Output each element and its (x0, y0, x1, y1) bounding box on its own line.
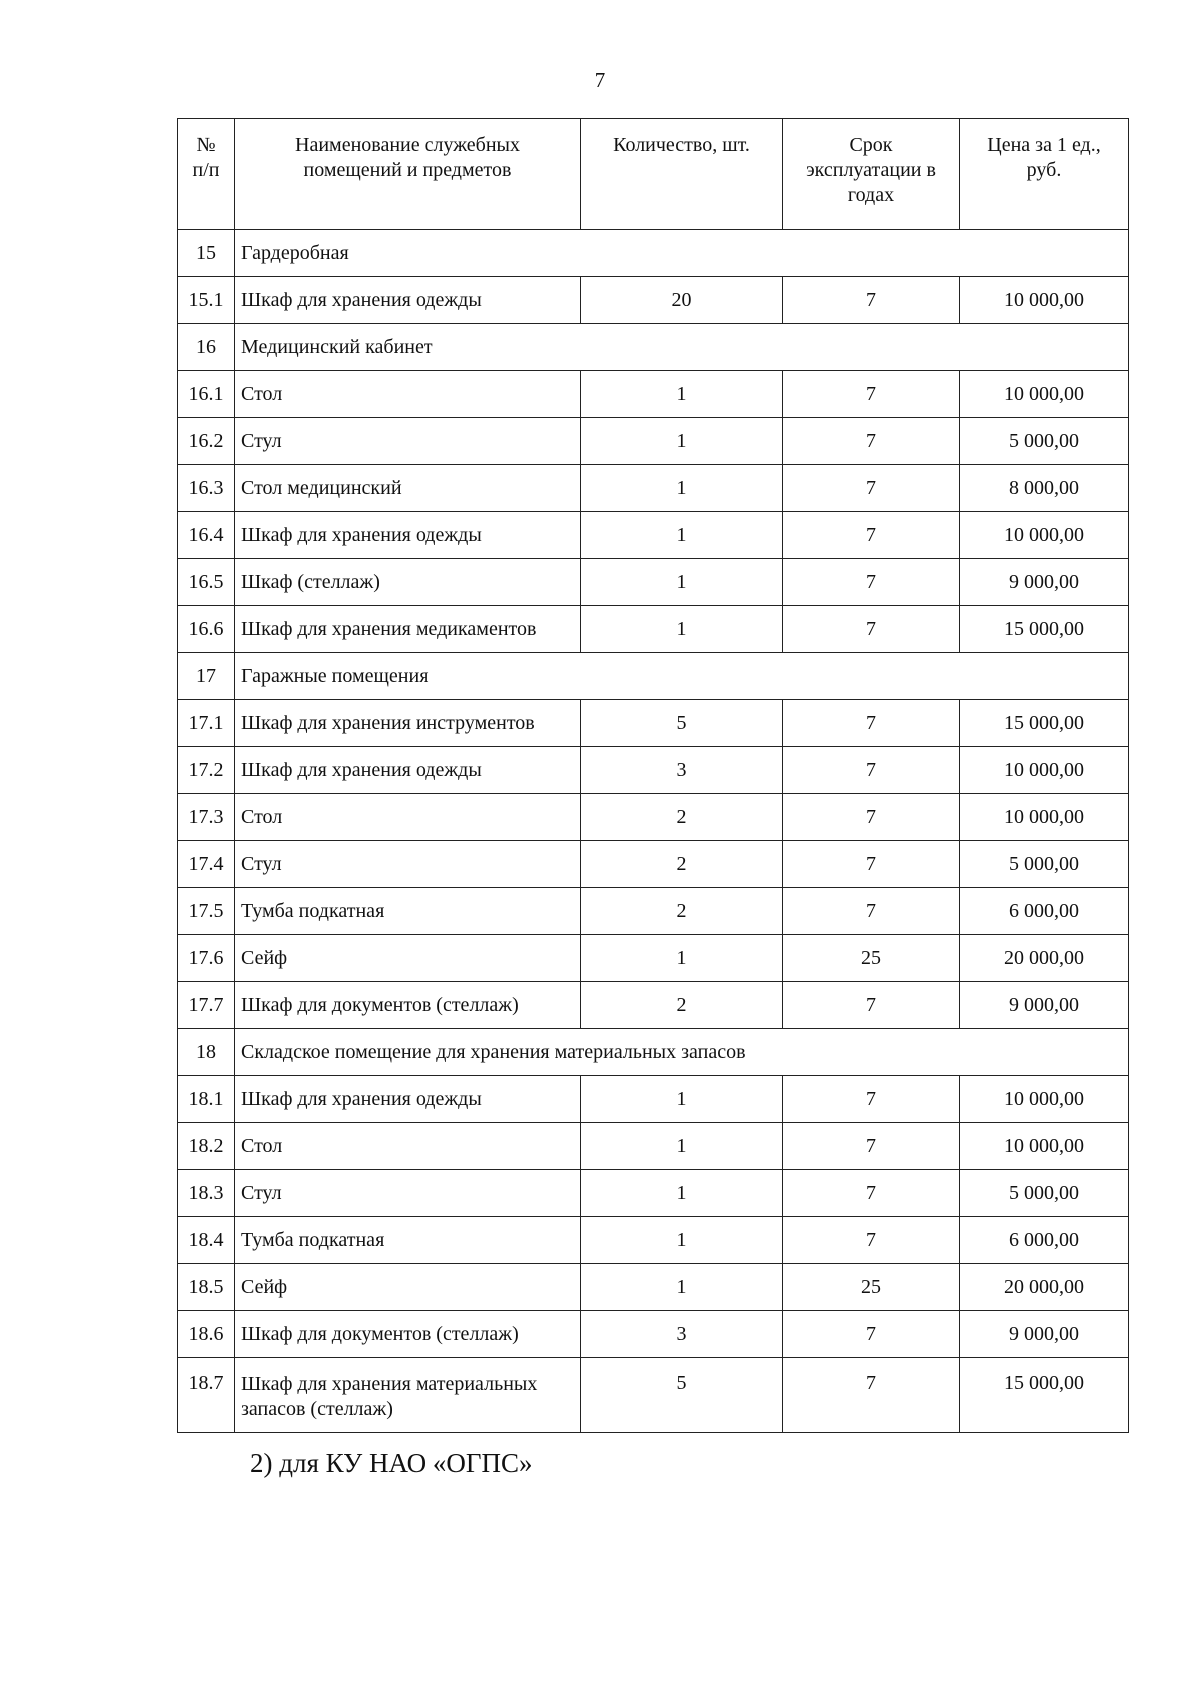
item-name: Шкаф для хранения одежды (235, 277, 581, 324)
item-quantity: 3 (581, 1311, 783, 1358)
item-number: 18.1 (178, 1076, 235, 1123)
item-name: Шкаф (стеллаж) (235, 559, 581, 606)
item-service-life: 25 (783, 1264, 960, 1311)
item-name: Шкаф для хранения одежды (235, 512, 581, 559)
item-service-life: 7 (783, 1076, 960, 1123)
item-quantity: 1 (581, 1217, 783, 1264)
section-number: 18 (178, 1029, 235, 1076)
item-price: 9 000,00 (960, 982, 1129, 1029)
header-price-line: Цена за 1 ед., (987, 134, 1101, 156)
section-number: 16 (178, 324, 235, 371)
table-row (178, 559, 1129, 606)
table-row (178, 794, 1129, 841)
item-name: Стул (235, 841, 581, 888)
item-number: 18.5 (178, 1264, 235, 1311)
item-service-life: 7 (783, 747, 960, 794)
item-number: 16.5 (178, 559, 235, 606)
item-quantity: 2 (581, 888, 783, 935)
item-service-life: 7 (783, 982, 960, 1029)
item-price: 10 000,00 (960, 1123, 1129, 1170)
item-name: Стол медицинский (235, 465, 581, 512)
header-num-line: п/п (192, 159, 220, 181)
item-service-life: 7 (783, 277, 960, 324)
table-row (178, 1123, 1129, 1170)
section-number: 15 (178, 230, 235, 277)
item-price: 10 000,00 (960, 1076, 1129, 1123)
item-price: 9 000,00 (960, 1311, 1129, 1358)
item-name: Шкаф для хранения одежды (235, 1076, 581, 1123)
item-quantity: 5 (581, 1358, 783, 1433)
section-title: Складское помещение для хранения материальных запасов (235, 1029, 1129, 1076)
item-price: 20 000,00 (960, 935, 1129, 982)
header-qty-line: Количество, шт. (613, 134, 750, 156)
item-name: Стол (235, 1123, 581, 1170)
section-number: 17 (178, 653, 235, 700)
item-price: 15 000,00 (960, 1358, 1129, 1433)
header-num-line: № (196, 134, 216, 156)
table-header (178, 119, 1129, 230)
item-name: Шкаф для хранения материальных запасов (стеллаж) (235, 1358, 581, 1433)
section-row (178, 324, 1129, 371)
item-number: 17.4 (178, 841, 235, 888)
table-body (178, 230, 1129, 1433)
item-price: 10 000,00 (960, 794, 1129, 841)
item-number: 18.2 (178, 1123, 235, 1170)
item-number: 18.7 (178, 1358, 235, 1433)
item-number: 16.2 (178, 418, 235, 465)
table-row (178, 465, 1129, 512)
item-quantity: 1 (581, 371, 783, 418)
table-row (178, 982, 1129, 1029)
item-price: 5 000,00 (960, 1170, 1129, 1217)
section-row (178, 653, 1129, 700)
header-name (235, 119, 581, 230)
item-price: 20 000,00 (960, 1264, 1129, 1311)
item-price: 15 000,00 (960, 700, 1129, 747)
item-service-life: 7 (783, 841, 960, 888)
page-number: 7 (594, 68, 606, 92)
item-number: 17.2 (178, 747, 235, 794)
item-price: 5 000,00 (960, 418, 1129, 465)
item-number: 17.1 (178, 700, 235, 747)
table-row (178, 418, 1129, 465)
item-name: Сейф (235, 1264, 581, 1311)
item-service-life: 7 (783, 1217, 960, 1264)
section-title: Гардеробная (235, 230, 1129, 277)
table-row (178, 1264, 1129, 1311)
item-name: Стул (235, 418, 581, 465)
item-quantity: 5 (581, 700, 783, 747)
item-quantity: 1 (581, 559, 783, 606)
item-number: 16.3 (178, 465, 235, 512)
item-service-life: 7 (783, 371, 960, 418)
item-quantity: 1 (581, 1076, 783, 1123)
item-service-life: 25 (783, 935, 960, 982)
header-price (960, 119, 1129, 230)
section-row (178, 230, 1129, 277)
item-quantity: 2 (581, 794, 783, 841)
item-number: 16.1 (178, 371, 235, 418)
item-name: Сейф (235, 935, 581, 982)
item-service-life: 7 (783, 1123, 960, 1170)
table-row (178, 935, 1129, 982)
header-name-line: Наименование служебных (295, 134, 520, 156)
item-price: 6 000,00 (960, 888, 1129, 935)
item-service-life: 7 (783, 418, 960, 465)
table-row (178, 512, 1129, 559)
item-number: 16.4 (178, 512, 235, 559)
item-name: Стол (235, 794, 581, 841)
item-number: 15.1 (178, 277, 235, 324)
item-service-life: 7 (783, 888, 960, 935)
item-quantity: 3 (581, 747, 783, 794)
table-row (178, 1311, 1129, 1358)
item-quantity: 1 (581, 418, 783, 465)
item-number: 17.6 (178, 935, 235, 982)
item-service-life: 7 (783, 1358, 960, 1433)
item-price: 15 000,00 (960, 606, 1129, 653)
item-quantity: 2 (581, 841, 783, 888)
item-price: 10 000,00 (960, 371, 1129, 418)
item-quantity: 1 (581, 935, 783, 982)
item-price: 8 000,00 (960, 465, 1129, 512)
item-name: Шкаф для хранения инструментов (235, 700, 581, 747)
item-name: Стол (235, 371, 581, 418)
header-term-line: эксплуатации в (806, 159, 936, 181)
header-term (783, 119, 960, 230)
item-price: 10 000,00 (960, 277, 1129, 324)
header-name-line: помещений и предметов (303, 159, 512, 181)
item-price: 10 000,00 (960, 512, 1129, 559)
item-quantity: 2 (581, 982, 783, 1029)
item-name: Тумба подкатная (235, 1217, 581, 1264)
item-name: Шкаф для хранения одежды (235, 747, 581, 794)
item-number: 18.4 (178, 1217, 235, 1264)
item-service-life: 7 (783, 606, 960, 653)
item-name: Стул (235, 1170, 581, 1217)
item-service-life: 7 (783, 512, 960, 559)
header-term-line: Срок (849, 134, 893, 156)
item-number: 17.3 (178, 794, 235, 841)
item-number: 18.3 (178, 1170, 235, 1217)
table-row (178, 841, 1129, 888)
item-quantity: 1 (581, 1123, 783, 1170)
item-quantity: 1 (581, 512, 783, 559)
table-row (178, 1170, 1129, 1217)
item-quantity: 1 (581, 1264, 783, 1311)
table-row (178, 1358, 1129, 1433)
equipment-table (177, 118, 1129, 1433)
item-service-life: 7 (783, 794, 960, 841)
item-name: Шкаф для хранения медикаментов (235, 606, 581, 653)
item-quantity: 1 (581, 606, 783, 653)
table-row (178, 1076, 1129, 1123)
header-term-line: годах (847, 184, 895, 206)
item-quantity: 1 (581, 1170, 783, 1217)
item-price: 10 000,00 (960, 747, 1129, 794)
item-service-life: 7 (783, 465, 960, 512)
header-price-line: руб. (1026, 159, 1062, 181)
item-service-life: 7 (783, 1170, 960, 1217)
table-row (178, 371, 1129, 418)
item-number: 17.5 (178, 888, 235, 935)
item-quantity: 20 (581, 277, 783, 324)
section-title: Гаражные помещения (235, 653, 1129, 700)
table-row (178, 1217, 1129, 1264)
section-title: Медицинский кабинет (235, 324, 1129, 371)
item-name: Шкаф для документов (стеллаж) (235, 1311, 581, 1358)
item-number: 17.7 (178, 982, 235, 1029)
item-price: 5 000,00 (960, 841, 1129, 888)
item-price: 6 000,00 (960, 1217, 1129, 1264)
footer-text: 2) для КУ НАО «ОГПС» (250, 1448, 533, 1478)
item-service-life: 7 (783, 700, 960, 747)
item-name: Тумба подкатная (235, 888, 581, 935)
section-row (178, 1029, 1129, 1076)
item-service-life: 7 (783, 1311, 960, 1358)
item-quantity: 1 (581, 465, 783, 512)
item-number: 16.6 (178, 606, 235, 653)
item-number: 18.6 (178, 1311, 235, 1358)
item-service-life: 7 (783, 559, 960, 606)
header-num (178, 119, 235, 230)
table-row (178, 700, 1129, 747)
table-row (178, 888, 1129, 935)
item-price: 9 000,00 (960, 559, 1129, 606)
table-row (178, 747, 1129, 794)
header-qty (581, 119, 783, 230)
table-row (178, 277, 1129, 324)
item-name: Шкаф для документов (стеллаж) (235, 982, 581, 1029)
table-row (178, 606, 1129, 653)
